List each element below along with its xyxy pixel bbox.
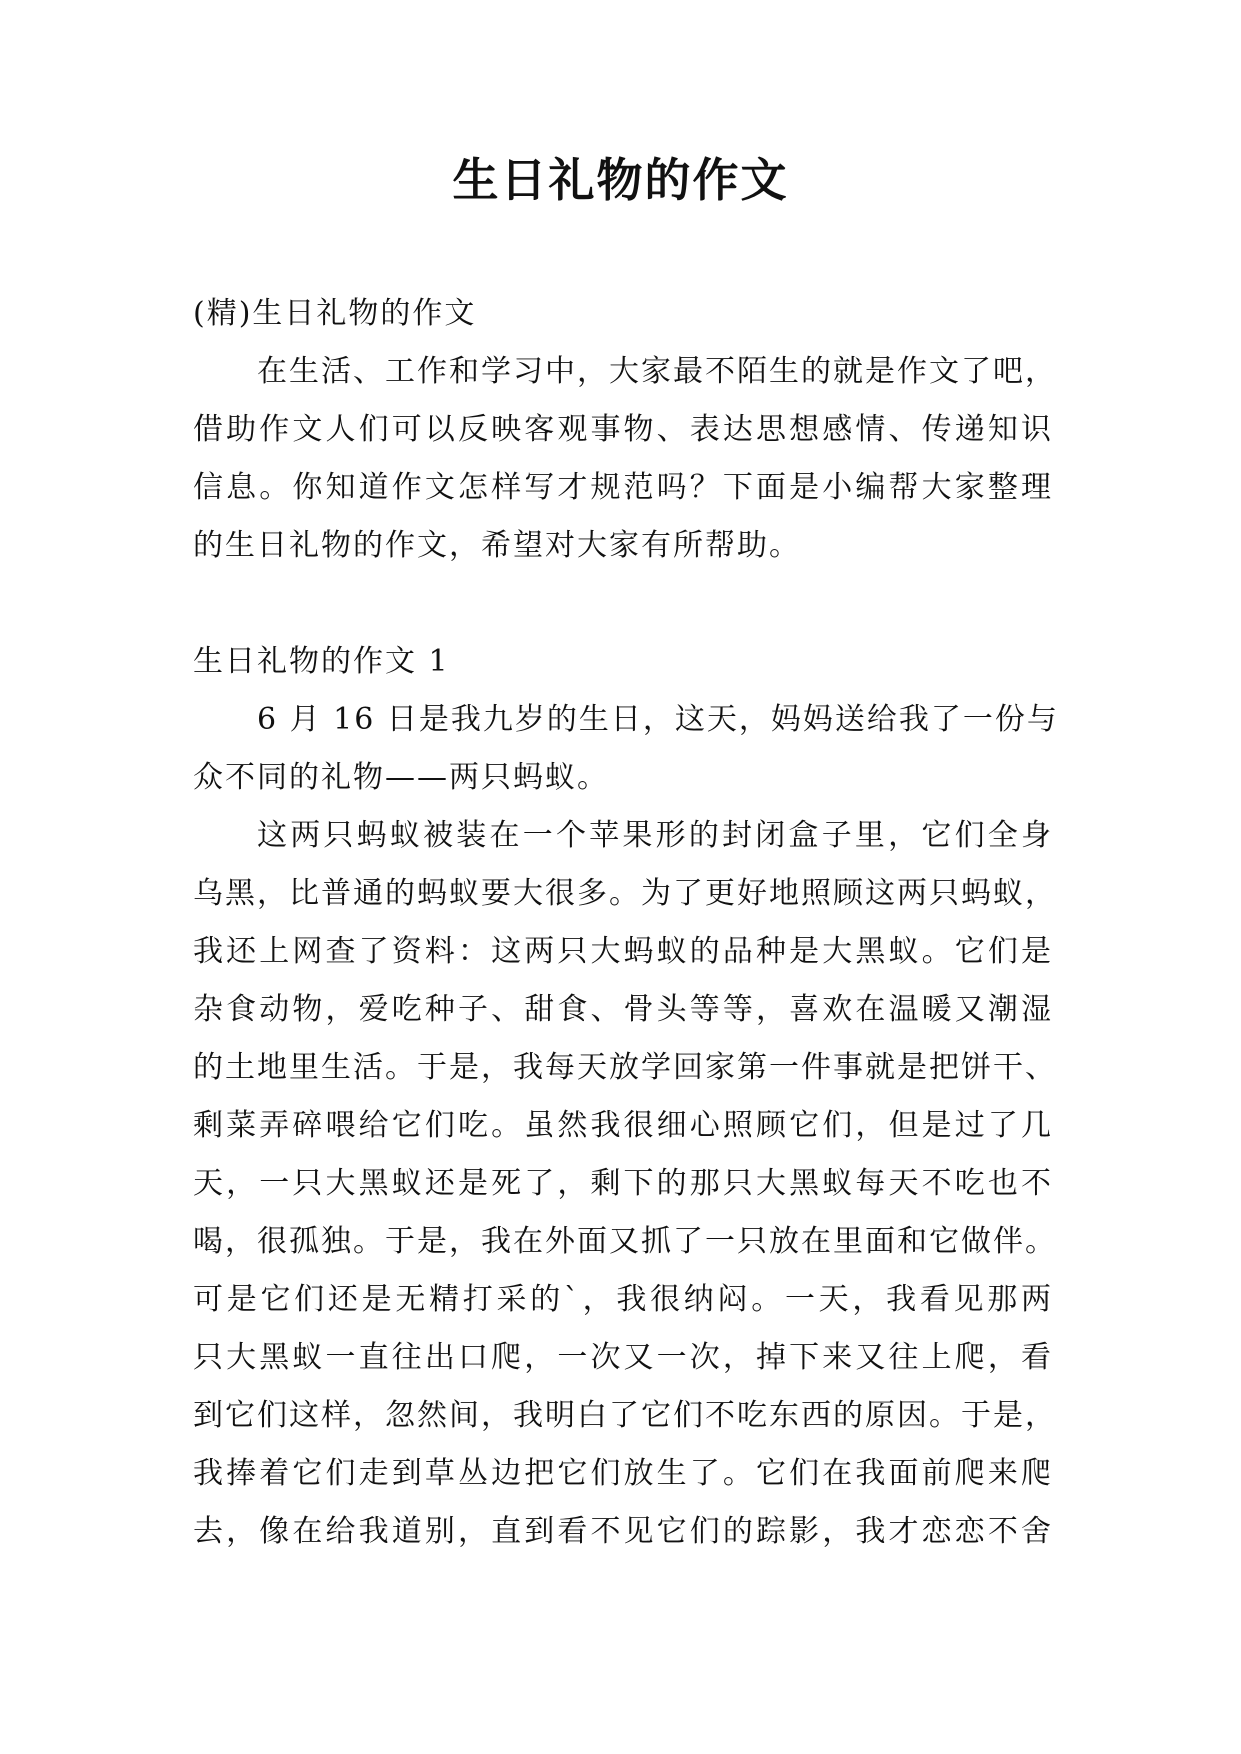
paragraph-line: 到它们这样，忽然间，我明白了它们不吃东西的原因。于是，	[193, 1398, 1057, 1433]
paragraph-line: 天，一只大黑蚁还是死了，剩下的那只大黑蚁每天不吃也不	[193, 1166, 1053, 1201]
intro-line: 信息。你知道作文怎样写才规范吗？下面是小编帮大家整理	[193, 470, 1053, 505]
intro-line: 的生日礼物的作文，希望对大家有所帮助。	[193, 528, 801, 563]
paragraph-line: 去，像在给我道别，直到看不见它们的踪影，我才恋恋不舍	[193, 1514, 1053, 1549]
document-body	[193, 285, 1059, 1561]
intro-line: 借助作文人们可以反映客观事物、表达思想感情、传递知识	[193, 412, 1053, 447]
paragraph-line: 只大黑蚁一直往出口爬，一次又一次，掉下来又往上爬，看	[193, 1340, 1053, 1375]
paragraph-line: 6 月 16 日是我九岁的生日，这天，妈妈送给我了一份与	[257, 702, 1059, 737]
section-heading: 生日礼物的作文 1	[193, 644, 450, 679]
paragraph-line: 喝，很孤独。于是，我在外面又抓了一只放在里面和它做伴。	[193, 1224, 1057, 1259]
paragraph-line: 的土地里生活。于是，我每天放学回家第一件事就是把饼干、	[193, 1050, 1057, 1085]
paragraph-gap	[193, 575, 1053, 633]
paragraph-line: 这两只蚂蚁被装在一个苹果形的封闭盒子里，它们全身	[257, 818, 1053, 853]
paragraph-line: 杂食动物，爱吃种子、甜食、骨头等等，喜欢在温暖又潮湿	[193, 992, 1053, 1027]
intro-line: 在生活、工作和学习中，大家最不陌生的就是作文了吧，	[257, 354, 1057, 389]
paragraph-line: 众不同的礼物——两只蚂蚁。	[193, 760, 609, 795]
paragraph-line: 剩菜弄碎喂给它们吃。虽然我很细心照顾它们，但是过了几	[193, 1108, 1053, 1143]
document-title: 生日礼物的作文	[452, 153, 789, 207]
document-subtitle: (精)生日礼物的作文	[193, 296, 477, 331]
paragraph-line: 乌黑，比普通的蚂蚁要大很多。为了更好地照顾这两只蚂蚁，	[193, 876, 1057, 911]
paragraph-line: 我还上网查了资料：这两只大蚂蚁的品种是大黑蚁。它们是	[193, 934, 1053, 969]
paragraph-line: 我捧着它们走到草丛边把它们放生了。它们在我面前爬来爬	[193, 1456, 1053, 1491]
paragraph-line: 可是它们还是无精打采的`，我很纳闷。一天，我看见那两	[193, 1282, 1053, 1317]
